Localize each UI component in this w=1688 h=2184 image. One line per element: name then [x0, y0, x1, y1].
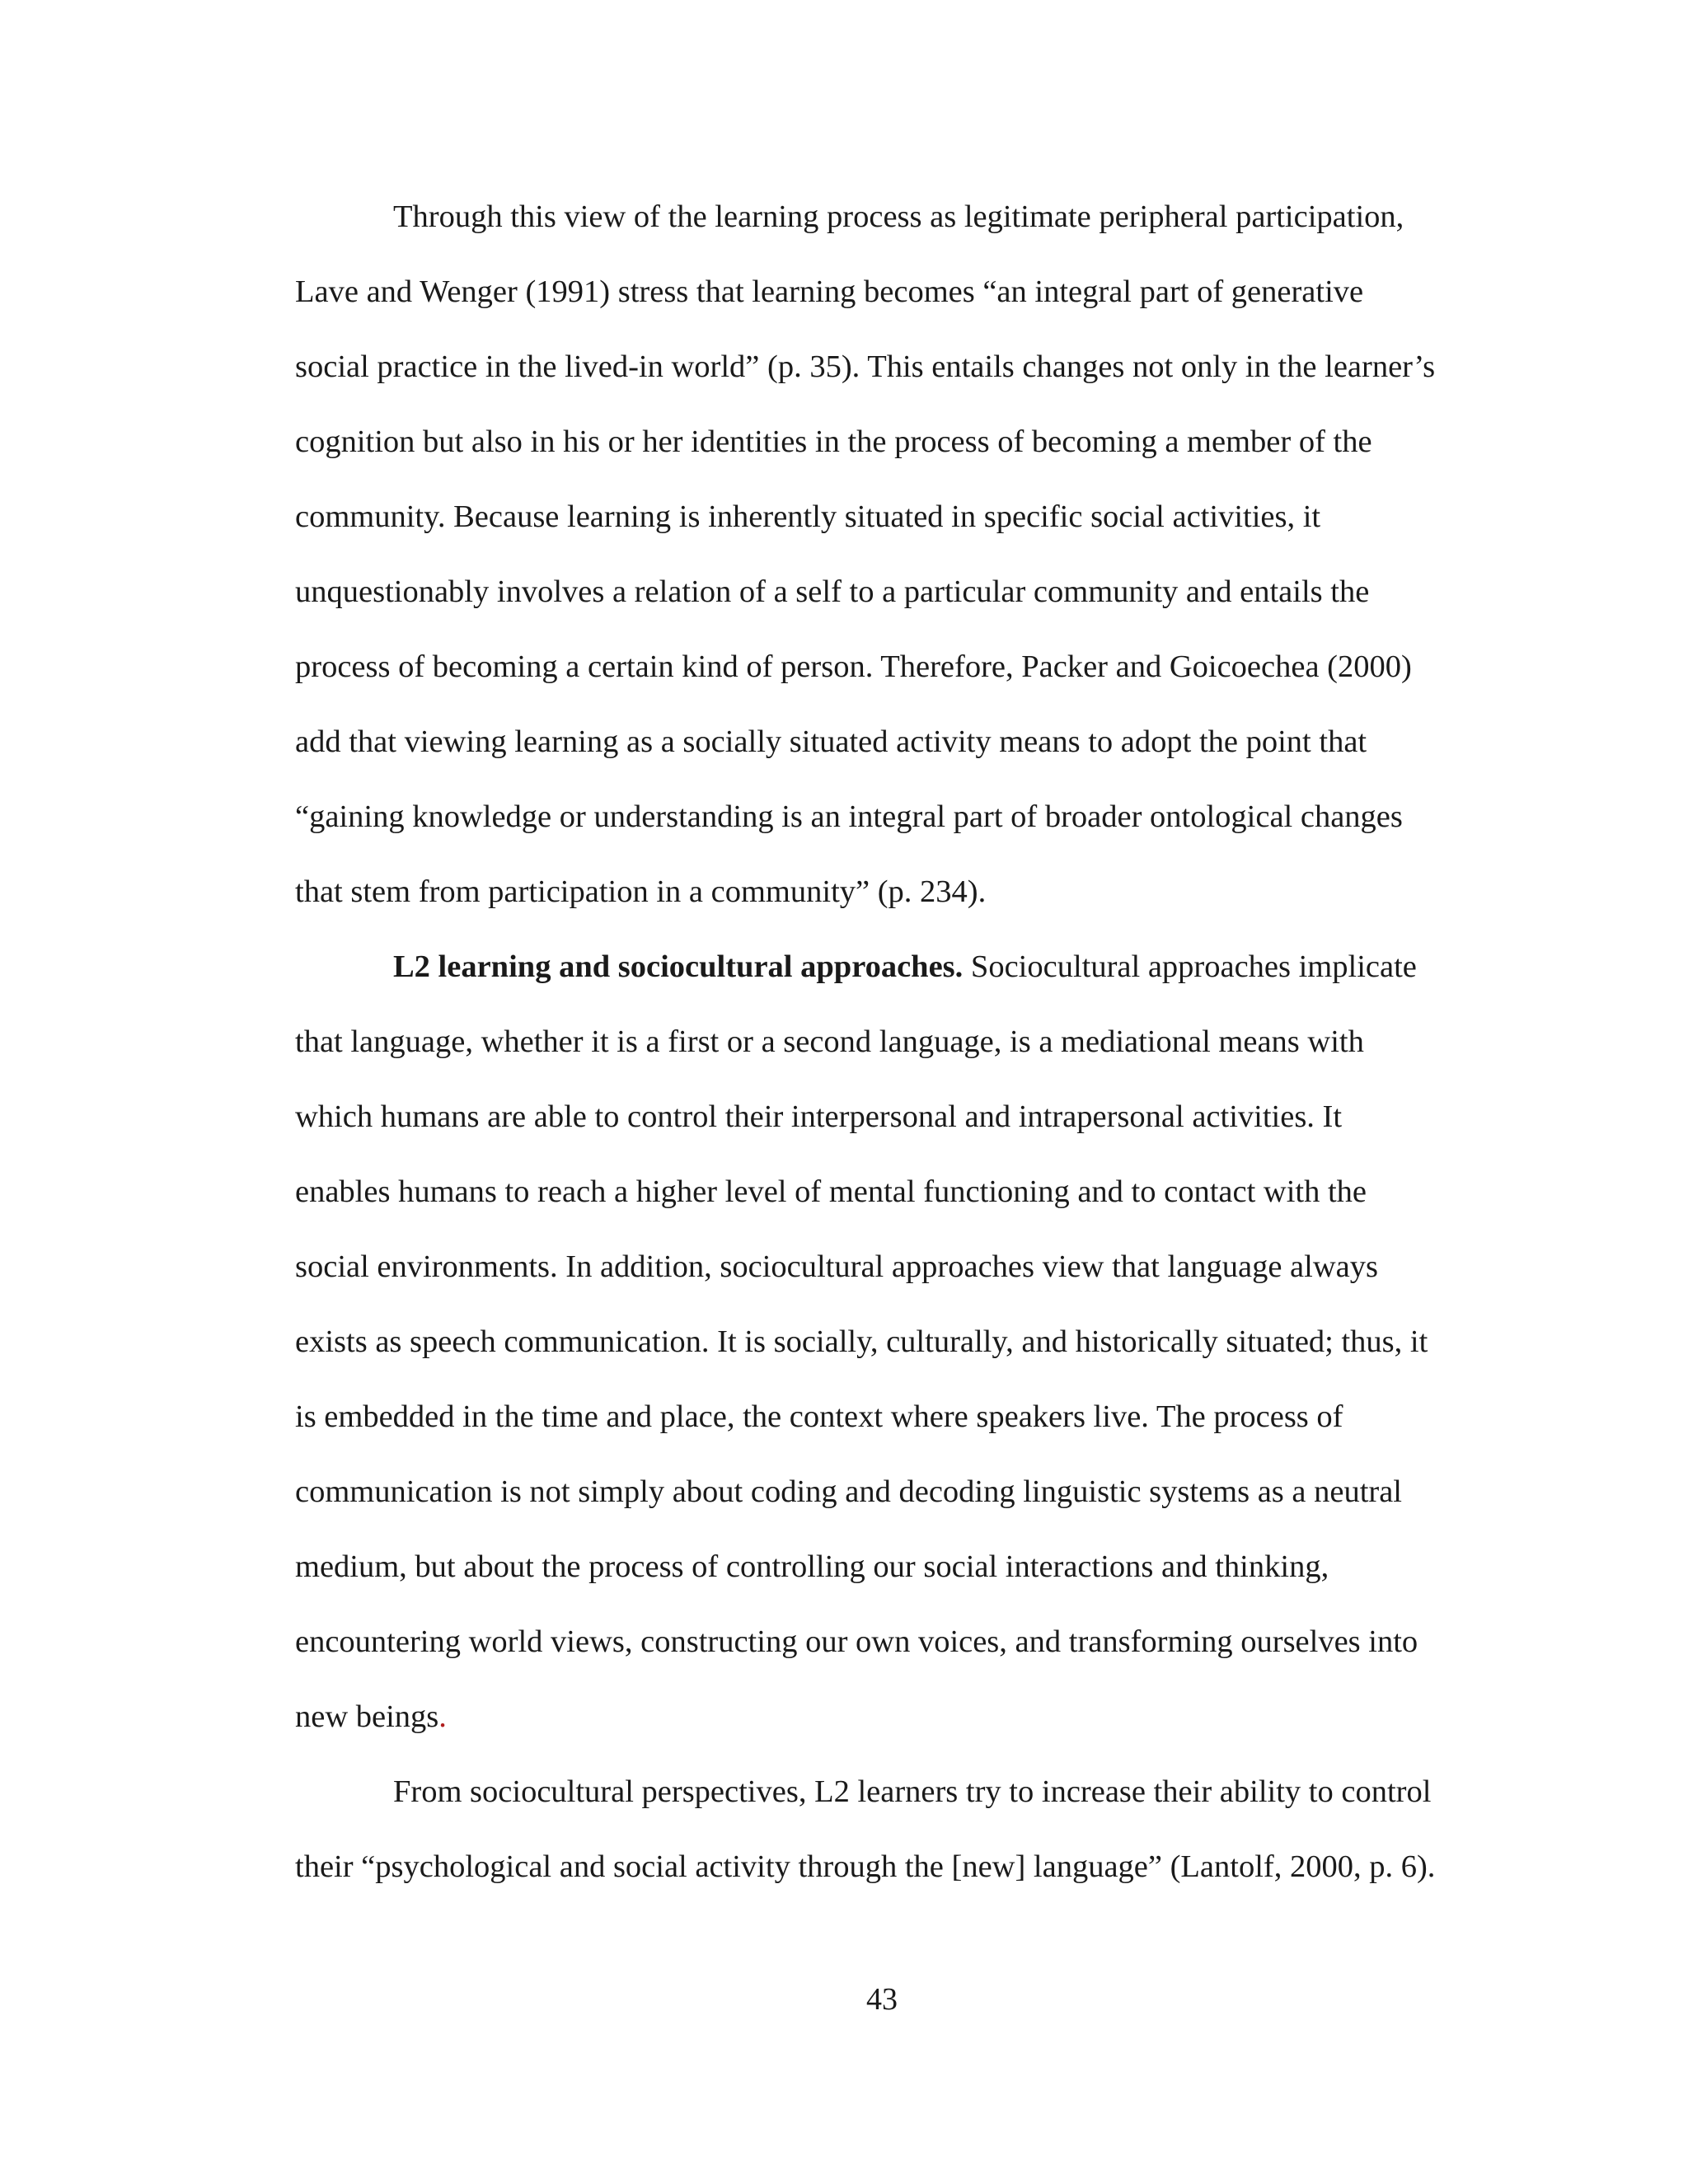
text-line: which humans are able to control their interpersonal and intrapersonal activities. It	[295, 1099, 1343, 1134]
text-line: Through this view of the learning process as legitimate peripheral participation,	[393, 199, 1404, 234]
text-line: is embedded in the time and place, the context where speakers live. The process of	[295, 1399, 1343, 1434]
text-line: process of becoming a certain kind of person. Therefore, Packer and Goicoechea (2000)	[295, 649, 1412, 684]
text-line: encountering world views, constructing our own voices, and transforming ourselves into	[295, 1624, 1418, 1659]
section-heading: L2 learning and sociocultural approaches.	[393, 949, 964, 984]
text-line: enables humans to reach a higher level of mental functioning and to contact with the	[295, 1174, 1367, 1209]
last-line-text: new beings	[295, 1699, 439, 1734]
text-line: medium, but about the process of controlling our social interactions and thinking,	[295, 1549, 1329, 1584]
page-number: 43	[866, 1982, 898, 2017]
text-line: communication is not simply about coding and decoding linguistic systems as a neutral	[295, 1474, 1403, 1509]
text-line: their “psychological and social activity through the [new] language” (Lantolf, 2000, p. 6).	[295, 1849, 1436, 1884]
text-line: unquestionably involves a relation of a self to a particular community and entails the	[295, 574, 1370, 609]
text-line: Lave and Wenger (1991) stress that learning becomes “an integral part of generative	[295, 274, 1364, 309]
text-line: social practice in the lived-in world” (p. 35). This entails changes not only in the learner’s	[295, 349, 1436, 384]
text-line: social environments. In addition, sociocultural approaches view that language always	[295, 1249, 1378, 1284]
text-line: that stem from participation in a community” (p. 234).	[295, 874, 987, 909]
text-line: cognition but also in his or her identities in the process of becoming a member of the	[295, 424, 1372, 459]
period-mark: .	[438, 1699, 447, 1734]
text-line	[295, 1698, 447, 1736]
text-line: “gaining knowledge or understanding is an integral part of broader ontological changes	[295, 799, 1403, 834]
text-line: exists as speech communication. It is socially, culturally, and historically situated; thus, it	[295, 1324, 1428, 1359]
text-line: community. Because learning is inherently situated in specific social activities, it	[295, 499, 1321, 534]
text-line	[393, 948, 1417, 986]
heading-line-text: Sociocultural approaches implicate	[963, 949, 1417, 984]
text-line: add that viewing learning as a socially situated activity means to adopt the point that	[295, 724, 1367, 759]
text-line: From sociocultural perspectives, L2 learners try to increase their ability to control	[393, 1774, 1432, 1809]
text-line: that language, whether it is a first or a second language, is a mediational means with	[295, 1024, 1364, 1059]
